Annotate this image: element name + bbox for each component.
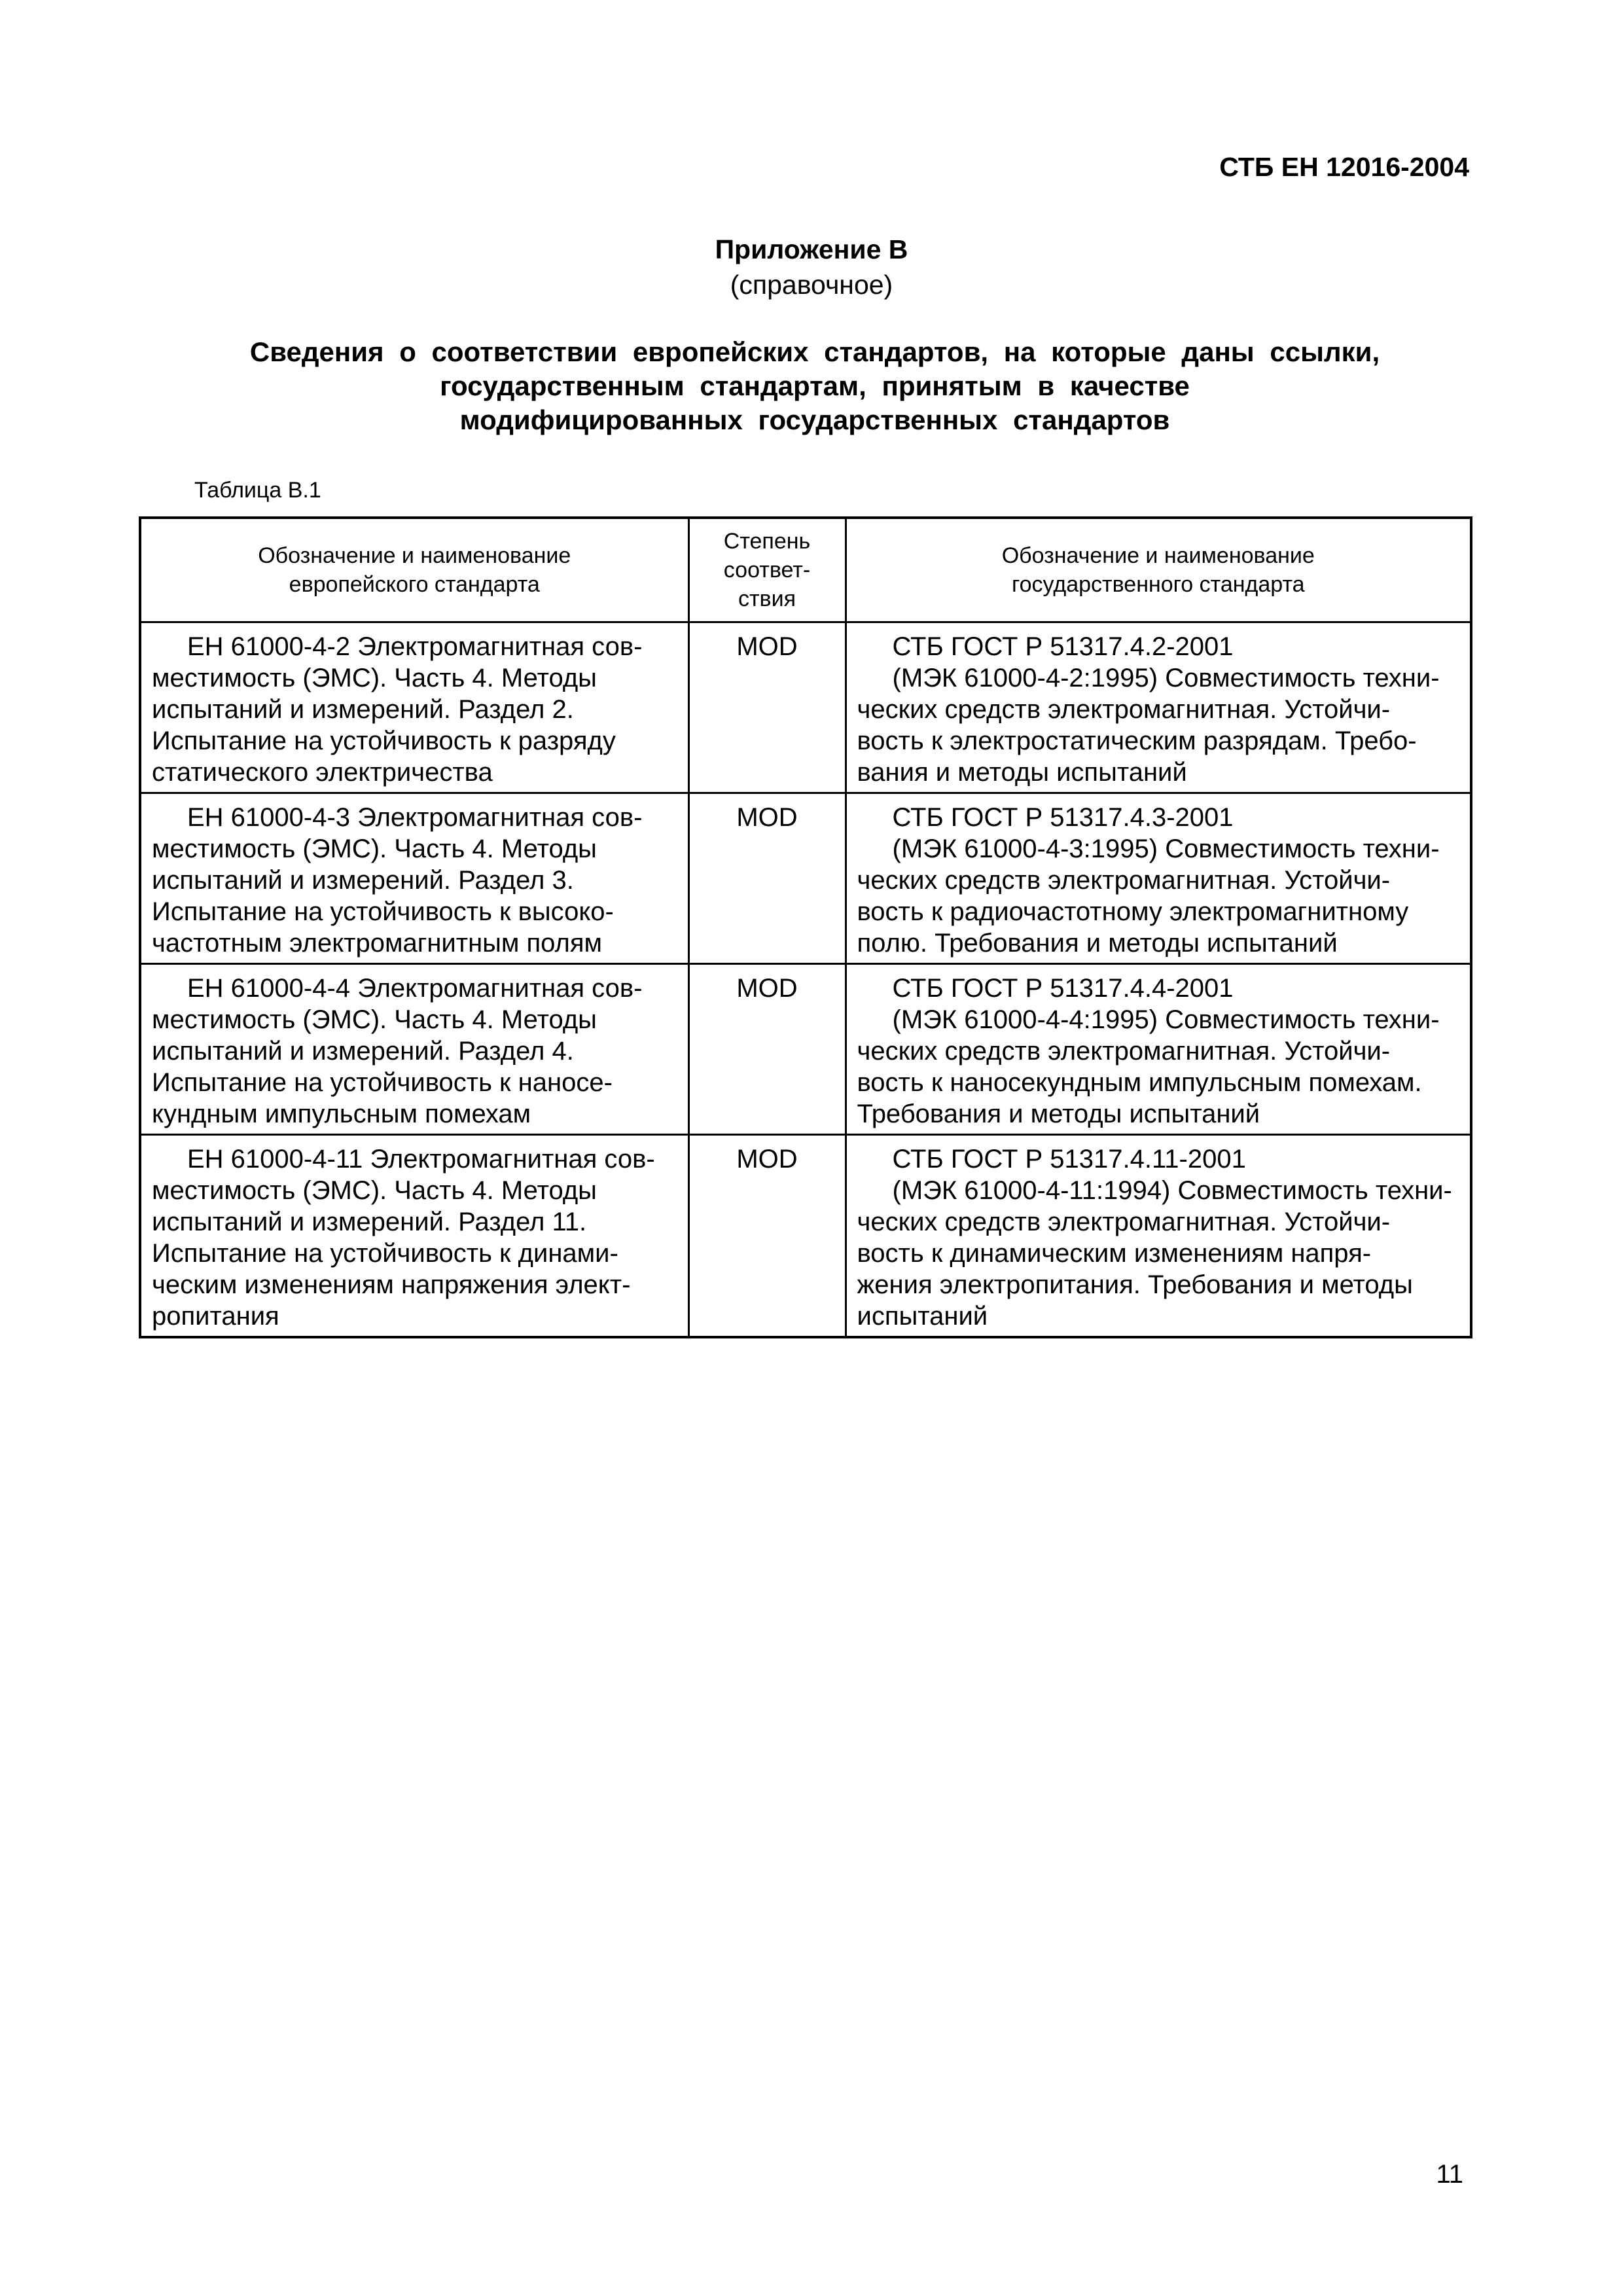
annex-subtitle: (справочное) <box>730 270 893 300</box>
cell-line: вания и методы испытаний <box>857 758 1187 787</box>
cell-line: статического электричества <box>152 758 493 787</box>
header-line: Обозначение и наименование <box>258 543 571 568</box>
cell-line: (МЭК 61000-4-3:1995) Совместимость техни- <box>892 834 1440 863</box>
cell-line: испытаний и измерений. Раздел 3. <box>152 866 574 895</box>
cell-line: жения электропитания. Требования и методы <box>857 1270 1413 1299</box>
national-standard-cell <box>846 1135 1471 1338</box>
cell-line: вость к электростатическим разрядам. Требо- <box>857 726 1417 755</box>
cell-line: испытаний и измерений. Раздел 11. <box>152 1208 587 1236</box>
heading-line: модифицированных государственных стандартов <box>459 404 1170 435</box>
european-standard-cell <box>140 793 688 964</box>
cell-line: вость к динамическим изменениям напря- <box>857 1239 1372 1268</box>
correspondence-table <box>139 516 1472 1338</box>
header-line: ствия <box>738 586 796 611</box>
national-standard-cell <box>846 793 1471 964</box>
cell-line: Испытание на устойчивость к динами- <box>152 1239 618 1268</box>
cell-line: полю. Требования и методы испытаний <box>857 929 1338 958</box>
page-number: 11 <box>1436 2160 1463 2189</box>
cell-line: ческих средств электромагнитная. Устойчи- <box>857 1037 1391 1066</box>
table-row <box>140 964 1471 1135</box>
heading-line: государственным стандартам, принятым в качестве <box>440 370 1190 401</box>
national-standard-cell <box>846 622 1471 793</box>
column-header-european <box>140 518 688 622</box>
cell-line: ческим изменениям напряжения элект- <box>152 1270 631 1299</box>
header-line: Обозначение и наименование <box>1001 543 1315 568</box>
header-line: соответ- <box>723 558 811 583</box>
table-caption: Таблица В.1 <box>194 478 321 503</box>
cell-line: вость к наносекундным импульсным помехам. <box>857 1068 1422 1097</box>
european-standard-cell <box>140 964 688 1135</box>
cell-line: вость к радиочастотному электромагнитному <box>857 897 1409 926</box>
header-line: государственного стандарта <box>1011 572 1305 597</box>
cell-line: местимость (ЭМС). Часть 4. Методы <box>152 1176 597 1205</box>
cell-line: кундным импульсным помехам <box>152 1100 531 1128</box>
cell-line: испытаний и измерений. Раздел 2. <box>152 695 574 724</box>
national-standard-cell <box>846 964 1471 1135</box>
cell-line: (МЭК 61000-4-4:1995) Совместимость техни- <box>892 1005 1440 1034</box>
table-header-row <box>140 518 1471 622</box>
cell-line: ЕН 61000-4-11 Электромагнитная сов- <box>187 1145 655 1174</box>
cell-line: местимость (ЭМС). Часть 4. Методы <box>152 834 597 863</box>
cell-line: ЕН 61000-4-3 Электромагнитная сов- <box>187 803 643 832</box>
degree-cell: MOD <box>688 1135 846 1338</box>
cell-line: испытаний и измерений. Раздел 4. <box>152 1037 574 1066</box>
cell-line: Испытание на устойчивость к разряду <box>152 726 616 755</box>
column-header-national <box>846 518 1471 622</box>
table-row <box>140 793 1471 964</box>
degree-cell: MOD <box>688 622 846 793</box>
cell-line: ческих средств электромагнитная. Устойчи- <box>857 695 1391 724</box>
cell-line: ческих средств электромагнитная. Устойчи- <box>857 866 1391 895</box>
document-code: СТБ ЕН 12016-2004 <box>1219 152 1469 182</box>
cell-line: испытаний <box>857 1302 988 1331</box>
cell-line: ропитания <box>152 1302 279 1331</box>
european-standard-cell <box>140 1135 688 1338</box>
cell-line: СТБ ГОСТ Р 51317.4.2-2001 <box>892 632 1234 661</box>
cell-line: Испытание на устойчивость к наносе- <box>152 1068 613 1097</box>
table-row <box>140 622 1471 793</box>
table-row <box>140 1135 1471 1338</box>
heading-line: Сведения о соответствии европейских стандартов, на которые даны ссылки, <box>249 336 1380 367</box>
cell-line: Испытание на устойчивость к высоко- <box>152 897 614 926</box>
degree-cell: MOD <box>688 793 846 964</box>
cell-line: (МЭК 61000-4-2:1995) Совместимость техни- <box>892 664 1440 692</box>
header-line: Степень <box>723 529 811 554</box>
cell-line: ЕН 61000-4-4 Электромагнитная сов- <box>187 974 643 1003</box>
cell-line: ческих средств электромагнитная. Устойчи- <box>857 1208 1391 1236</box>
cell-line: СТБ ГОСТ Р 51317.4.11-2001 <box>892 1145 1246 1174</box>
cell-line: ЕН 61000-4-2 Электромагнитная сов- <box>187 632 643 661</box>
cell-line: СТБ ГОСТ Р 51317.4.3-2001 <box>892 803 1234 832</box>
cell-line: (МЭК 61000-4-11:1994) Совместимость техни- <box>892 1176 1452 1205</box>
european-standard-cell <box>140 622 688 793</box>
annex-title: Приложение В <box>715 234 908 264</box>
header-line: европейского стандарта <box>289 572 540 597</box>
cell-line: местимость (ЭМС). Часть 4. Методы <box>152 1005 597 1034</box>
degree-cell: MOD <box>688 964 846 1135</box>
column-header-degree <box>688 518 846 622</box>
cell-line: частотным электромагнитным полям <box>152 929 603 958</box>
cell-line: Требования и методы испытаний <box>857 1100 1260 1128</box>
annex-heading <box>164 335 1466 437</box>
cell-line: местимость (ЭМС). Часть 4. Методы <box>152 664 597 692</box>
cell-line: СТБ ГОСТ Р 51317.4.4-2001 <box>892 974 1234 1003</box>
